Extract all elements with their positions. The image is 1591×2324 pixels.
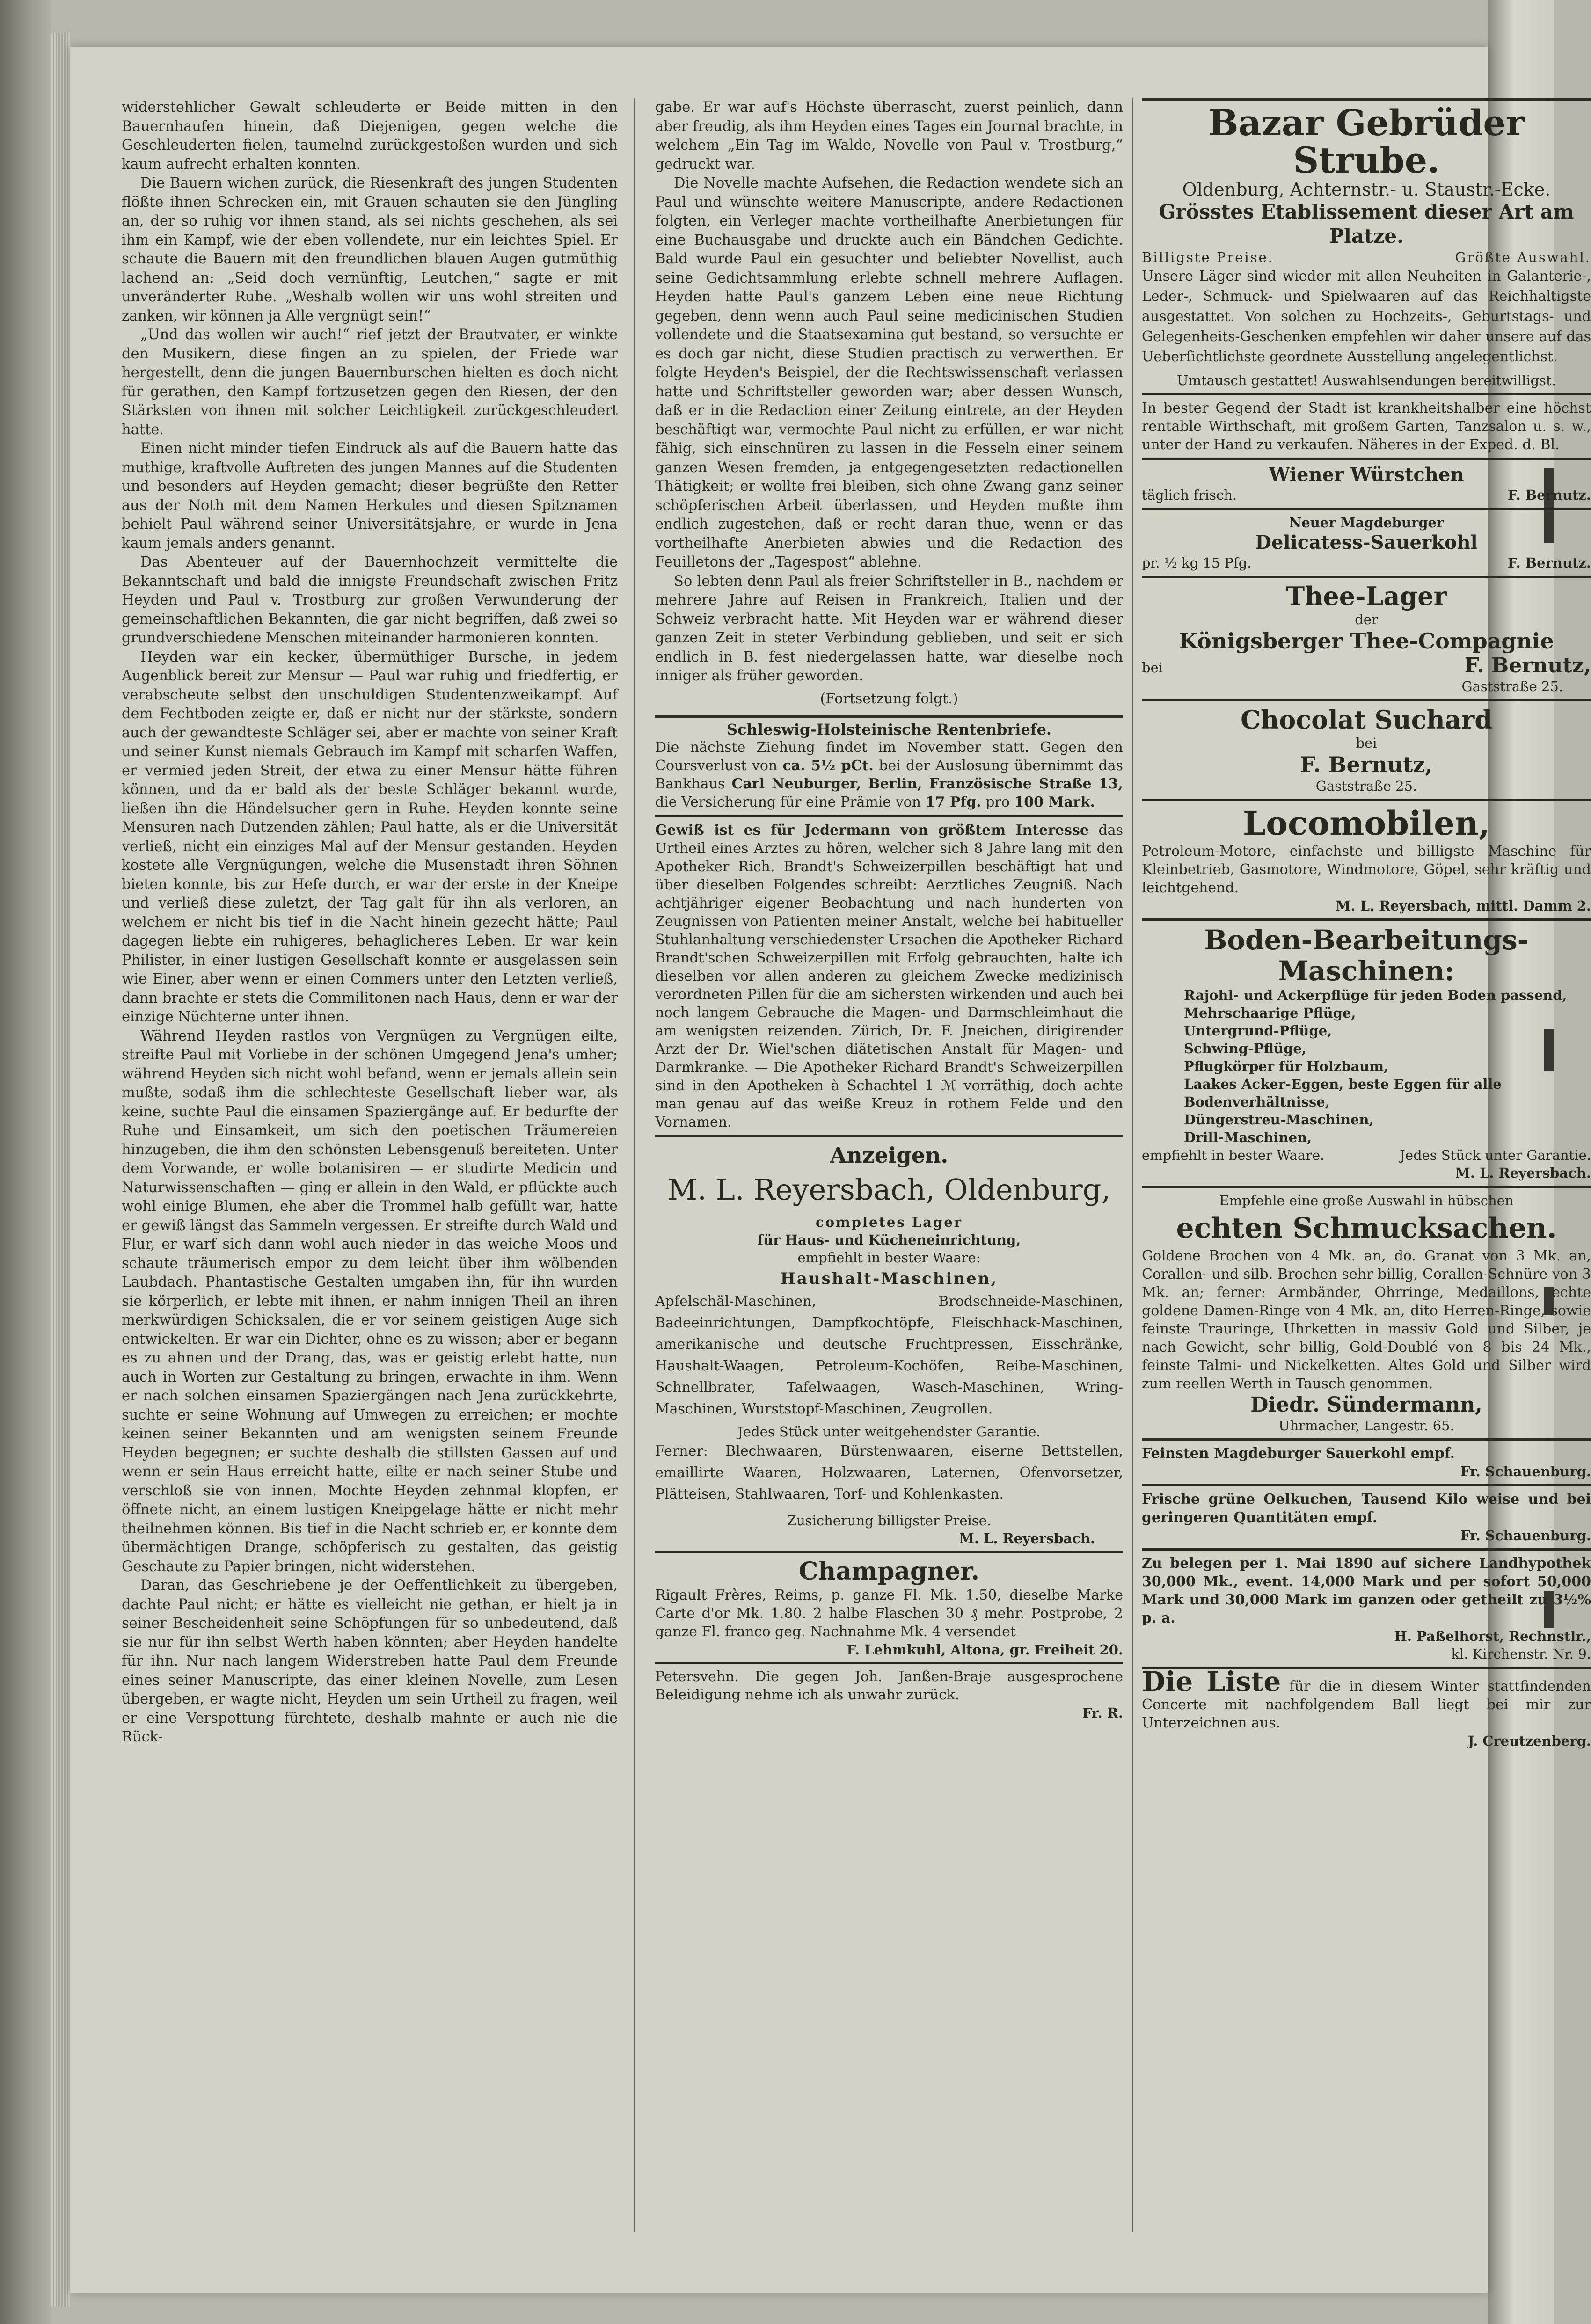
page-edges — [51, 33, 70, 2307]
ad-signature: Diedr. Sündermann, — [1250, 1393, 1482, 1417]
ad-title: Locomobilen, — [1243, 804, 1490, 843]
ad-text: täglich frisch. — [1142, 487, 1237, 503]
story-paragraph: Die Novelle machte Aufsehen, die Redaction wendete sich an Paul und wünschte weitere Manuscripte, andere Redactionen folgten, ein Verleger machte vortheilhafte Anerbietungen für eine Buchausgabe und druckte auch ein Bändchen Gedichte. Bald wurde Paul ein gesuchter und beliebter Novellist, auch seine Gedichtsammlung erlebte schnell mehrere Auflagen. Heyden hatte Paul's ganzem Leben eine neue Richtung gegeben, denn wenn auch Paul seine medicinischen Studien vollendete und die Staatsexamina gut bestand, so versuchte er es doch gar nicht, diese Studien practisch zu verwerthen. Er folgte Heyden's Beispiel, der die Rechtswissenschaft verlassen hatte und Schriftsteller geworden war; aber dessen Wunsch, daß er in die Redaction einer Zeitung eintrete, an der Heyden beschäftigt war, vermochte Paul nicht zu erfüllen, er war nicht fähig, sich einschnüren zu lassen in die Fesseln einer seinem ganzen Wesen fremden, ja entgegengesetzten redactionellen Thätigkeit; er wollte frei bleiben, sich ohne Zwang ganz seiner schöpferischen Arbeit überlassen, und Heyden mußte ihm endlich zugestehen, daß er recht daran thue, wenn er das vortheilhafte Anerbieten abwies und die Redaction des Feuilletons der „Tagespost“ ablehne. — [655, 175, 1123, 570]
ad-reyersbach — [655, 1135, 1123, 1551]
newspaper-page — [70, 47, 1591, 2293]
list-item: Mehrschaarige Pflüge, — [1184, 1005, 1356, 1021]
continuation-note: (Fortsetzung folgt.) — [820, 690, 958, 707]
ad-highlight: 17 Pfg. — [925, 794, 981, 810]
ad-body — [655, 738, 1123, 811]
ad-text: Apfelschäl-Maschinen, Brodschneide-Maschinen, Badeeinrichtungen, Dampfkochtöpfe, Fleischhack-Maschinen, amerikanische und deutsche Fruchtpressen, Eisschränke, Haushalt-Waagen, Petroleum-Kochöfen, Reibe-Maschinen, Schnellbrater, Tafelwaagen, Wasch-Maschinen, Wring-Maschinen, Wurststopf-Maschinen, Zeugrollen. — [655, 1293, 1123, 1417]
ad-champagner — [655, 1551, 1123, 1662]
ad-line: Empfehle eine große Auswahl in hübschen — [1219, 1193, 1514, 1209]
ad-signature: H. Paßelhorst, Rechnstlr., — [1394, 1628, 1591, 1644]
ad-highlight: ca. 5½ pCt. — [782, 757, 874, 774]
ad-schauenburg-oelkuchen — [1142, 1484, 1591, 1548]
ad-line: Oldenburg, Achternstr.- u. Staustr.-Ecke. — [1182, 179, 1551, 200]
ad-list — [1142, 986, 1591, 1146]
ad-schmucksachen — [1142, 1186, 1591, 1438]
ad-body — [1142, 1666, 1591, 1732]
ad-line: Umtausch gestattet! Auswahlsendungen bereitwilligst. — [1177, 372, 1556, 388]
column-1-story — [122, 98, 618, 1747]
ad-signature: M. L. Reyersbach. — [959, 1530, 1095, 1546]
story-paragraph: Einen nicht minder tiefen Eindruck als auf die Bauern hatte das muthige, kraftvolle Auftreten des jungen Mannes auf die Studenten und besonders auf Heyden gemacht; dieser begrüßte den Retter aus der Noth mit dem Namen Herkules und diesen Spitznamen behielt Paul während seiner Universitätsjahre, er wurde in Jena kaum jemals anders genannt. — [122, 440, 618, 552]
ad-text: empfiehlt in bester Waare. — [1142, 1147, 1325, 1163]
ad-line: Grösstes Etablissement dieser Art am Platze. — [1159, 200, 1574, 248]
ad-signature: J. Creutzenberg. — [1467, 1733, 1591, 1749]
ad-signature: F. Lehmkuhl, Altona, gr. Freiheit 20. — [847, 1641, 1123, 1658]
ad-bazar-strube — [1142, 98, 1591, 393]
ad-wiener-wuerstchen — [1142, 458, 1591, 508]
ad-line: Neuer Magdeburger — [1289, 515, 1444, 531]
ad-text: Petroleum-Motore, einfachste und billigste Maschine für Kleinbetrieb, Gasmotore, Windmotore, Göpel, sehr kräftig und leichtgehend. — [1142, 843, 1591, 896]
story-paragraph: Das Abenteuer auf der Bauernhochzeit vermittelte die Bekanntschaft und bald die innigste Freundschaft zwischen Fritz Heyden und Paul v. Trostburg zur großen Verwunderung der gemeinschaftlichen Bekannten, die gar nicht begriffen, daß zwei so grundverschiedene Menschen miteinander harmonieren konnten. — [122, 554, 618, 646]
ad-title: Wiener Würstchen — [1269, 464, 1464, 486]
list-item: Rajohl- und Ackerpflüge für jeden Boden passend, — [1184, 987, 1567, 1003]
ad-text: die Versicherung für eine Prämie von — [655, 794, 921, 810]
ad-signature: Fr. Schauenburg. — [1460, 1528, 1591, 1544]
list-item: Laakes Acker-Eggen, beste Eggen für alle Bodenverhältnisse, — [1184, 1076, 1502, 1110]
ad-signature: F. Bernutz. — [1507, 487, 1591, 503]
ad-text: In bester Gegend der Stadt ist krankheitshalber eine höchst rentable Wirthschaft, mit großem Garten, Tanzsalon u. s. w., unter der Hand zu verkaufen. Näheres in der Exped. d. Bl. — [1142, 400, 1591, 453]
ad-lead: Gewiß ist es für Jedermann von größtem Interesse — [655, 822, 1089, 838]
ad-thee-lager — [1142, 576, 1591, 699]
ad-text: pr. ½ kg 15 Pfg. — [1142, 555, 1252, 571]
ad-row — [1142, 486, 1591, 504]
ad-line: empfiehlt in bester Waare: — [797, 1249, 981, 1266]
ad-text: Die nächste Ziehung findet im November statt. Gegen den Coursverlust von — [655, 739, 1123, 774]
ad-signature: F. Bernutz, — [1464, 654, 1591, 678]
ad-row — [1142, 248, 1591, 266]
ad-rentenbriefe — [655, 715, 1123, 815]
ad-wirthschaft — [1142, 393, 1591, 458]
ad-text: Unsere Läger sind wieder mit allen Neuheiten in Galanterie-, Leder-, Schmuck- und Spielwaaren auf das Reichhaltigste ausgestattet. Von solchen zu Hochzeits-, Geburtstags- und Gelegenheits-Geschenken empfehlen wir daher unsere auf das Ueberſichtlichste geordnete Ausstellung angelegentlichst. — [1142, 268, 1591, 365]
book-spine — [0, 0, 51, 2324]
column-rule — [634, 98, 635, 2232]
ad-title: Chocolat Suchard — [1241, 705, 1492, 735]
ad-highlight: Carl Neuburger, Berlin, Französische Straße 13, — [731, 775, 1123, 792]
ad-text: bei der Auslosung übernimmt das Bankhaus — [655, 757, 1123, 792]
story-paragraph: Heyden war ein kecker, übermüthiger Bursche, in jedem Augenblick bereit zur Mensur — Paul war ruhig und friedfertig, er verabscheute selbst den unschuldigen Studentenzweikampf. Auf dem Fechtboden zeigte er, daß er nicht nur der stärkste, sondern auch der gewandteste Schläger sei, aber er machte von seiner Kraft und seiner Kunst niemals Gebrauch im Kampf mit scharfen Waffen, er vermied jeden Streit, der etwa zu einer Mensur hätte führen können, und da er bald als der beste Schläger bekannt wurde, ließen ihn die Händelsucher gern in Ruhe. Heyden konnte seine Mensuren nach Dutzenden zählen; Paul hatte, als er die Universität verließ, nicht ein einziges Mal auf der Mensur gestanden. Heyden kostete alle Vergnügungen, welche die Musenstadt ihren Söhnen bieten konnte, bis zur Hefe durch, er war der erste in der Kneipe und verließ diese zuletzt, der Tag galt für ihn als verloren, an welchem er nicht bis tief in die Nacht hinein gezecht hätte; Paul dagegen liebte ein ruhigeres, behaglicheres Leben. Er war kein Philister, in einer lustigen Gesellschaft konnte er ausgelassen sein wie Einer, aber wenn er einen Commers unter den Letzten verließ, dann brachte er stets die Commilitonen nach Haus, denn er war der einzige Nüchterne unter ihnen. — [122, 648, 618, 1025]
ad-title: M. L. Reyersbach, Oldenburg, — [667, 1172, 1111, 1207]
ad-title: Thee-Lager — [1285, 581, 1447, 611]
ad-text: das Urtheil eines Arztes zu hören, welcher sich 8 Jahre lang mit den Apotheker Rich. Brandt's Schweizerpillen beschäftigt hat und über dieselben Folgendes schreibt: Aerztliches Zeugniß. Nach achtjähriger eigener Beobachtung und nach hunderten von Zeugnissen von Patienten meiner Anstalt, welche bei habitueller Stuhlanhaltung verschiedenster Ursachen die Apotheker Richard Brandt'schen Schweizerpillen mit Erfolg gebrauchten, halte ich dieselben vor allen anderen zu gleichem Zwecke medizinisch verordneten Pillen für die am sichersten wirkenden und auch bei noch langem Gebrauche die Magen- und Darmschleimhaut die am wenigsten reizenden. Zürich, Dr. F. Jneichen, dirigirender Arzt der Dr. Wiel'schen diätetischen Anstalt für Magen- und Darmkranke. — Die Apotheker Richard Brandt's Schweizerpillen sind in den Apotheken à Schachtel 1 ℳ vorräthig, doch achte man genau auf das weiße Kreuz in rothem Felde und den Vornamen. — [655, 822, 1123, 1130]
ad-boden-maschinen — [1142, 918, 1591, 1186]
ad-line: completes Lager — [816, 1214, 963, 1230]
ad-text: Petersvehn. Die gegen Joh. Janßen-Braje ausgesprochene Beleidigung nehme ich als unwahr zurück. — [655, 1668, 1123, 1703]
list-item: Pflugkörper für Holzbaum, — [1184, 1058, 1389, 1074]
ad-signature: M. L. Reyersbach. — [1455, 1165, 1591, 1181]
story-paragraph: So lebten denn Paul als freier Schriftsteller in B., nachdem er mehrere Jahre auf Reisen in Frankreich, Italien und der Schweiz verbracht hatte. Mit Heyden war er während dieser ganzen Zeit in steter Verbindung geblieben, und seit er sich endlich in B. fest niedergelassen hatte, war dieselbe noch inniger als früher geworden. — [655, 573, 1123, 684]
ad-text: für die in diesem Winter stattfindenden Concerte mit nachfolgendem Ball liegt bei mir zur Unterzeichnen aus. — [1142, 1678, 1591, 1731]
ad-row — [1142, 554, 1591, 572]
ad-line: Haushalt-Maschinen, — [780, 1269, 998, 1288]
ad-petersvehn — [655, 1662, 1123, 1726]
ad-line: Königsberger Thee-Compagnie — [1179, 628, 1554, 654]
story-paragraph: gabe. Er war auf's Höchste überrascht, zuerst peinlich, dann aber freudig, als ihm Heyden eines Tages ein Journal brachte, in welchem „Ein Tag im Walde, Novelle von Paul v. Trostburg,“ gedruckt war. — [655, 99, 1123, 173]
ad-text: bei — [1142, 660, 1163, 676]
ad-brandt-pills — [655, 815, 1123, 1135]
ad-hypothek — [1142, 1548, 1591, 1667]
ad-line: für Haus- und Kücheneinrichtung, — [757, 1231, 1021, 1248]
story-paragraph: „Und das wollen wir auch!“ rief jetzt der Brautvater, er winkte den Musikern, diese fingen an zu spielen, der Friede war hergestellt, denn die jungen Bauernburschen hielten es doch nicht für gerathen, den Kampf fortzusetzen gegen den Riesen, der den Stärksten von ihnen mit solcher Leichtigkeit zurückgeschleudert hatte. — [122, 327, 618, 438]
ad-text: Jedes Stück unter Garantie. — [1400, 1147, 1591, 1163]
ad-text: Zu belegen per 1. Mai 1890 auf sichere Landhypothek 30,000 Mk., event. 14,000 Mark und per sofort 50,000 Mark und 30,000 Mark im ganzen oder getheilt zu 3½% p. a. — [1142, 1555, 1591, 1626]
story-paragraph: Die Bauern wichen zurück, die Riesenkraft des jungen Studenten flößte ihnen Schrecken ein, mit Grauen schauten sie den Jüngling an, der so ruhig vor ihnen stand, als sei nichts geschehen, als sei ihm ein Kampf, wie der eben vollendete, nur ein leichtes Spiel. Er schaute die Bauern mit den freundlichen blauen Augen gutmüthig lachend an: „Seid doch vernünftig, Leutchen,“ sagte er mit unveränderter Ruhe. „Weshalb wollen wir uns wohl streiten und zanken, wir können ja Alle vergnügt sein!“ — [122, 175, 618, 324]
ad-line: Uhrmacher, Langestr. 65. — [1278, 1418, 1454, 1434]
ad-line: der — [1355, 612, 1378, 627]
list-item: Untergrund-Pflüge, — [1184, 1023, 1332, 1039]
ad-title: Boden-Bearbeitungs-Maschinen: — [1204, 924, 1529, 987]
column-rule — [1132, 98, 1133, 2232]
ads-heading: Anzeigen. — [830, 1142, 949, 1168]
ad-line: Gaststraße 25. — [1315, 778, 1417, 794]
ad-text: Größte Auswahl. — [1455, 249, 1591, 265]
list-item: Düngerstreu-Maschinen, — [1184, 1112, 1374, 1128]
ad-signature: F. Bernutz, — [1300, 752, 1433, 777]
ad-locomobilen — [1142, 799, 1591, 918]
ad-suchard — [1142, 699, 1591, 799]
ad-liste — [1142, 1667, 1591, 1754]
ad-highlight: 100 Mark. — [1014, 794, 1095, 810]
ad-sauerkohl — [1142, 508, 1591, 576]
list-item: Schwing-Pflüge, — [1184, 1041, 1306, 1056]
ad-line: bei — [1356, 735, 1377, 751]
ad-signature: Fr. R. — [1082, 1705, 1123, 1721]
story-paragraph: Während Heyden rastlos von Vergnügen zu Vergnügen eilte, streifte Paul mit Vorliebe in der schönen Umgegend Jena's umher; während Heyden sich nicht wohl befand, wenn er jemals allein sein mußte, sodaß ihm die schlechteste Gesellschaft lieber war, als keine, suchte Paul die einsamen Spaziergänge auf. Er bedurfte der Ruhe und Einsamkeit, um sich den poetischen Träumereien hinzugeben, die ihm den schönsten Lebensgenuß bereiteten. Unter dem Vorwande, er wolle botanisiren — er studirte Medicin und Naturwissenschaften — ging er allein in den Wald, er pflückte auch wohl einige Blumen, ehe aber die Trommel halb gefüllt war, hatte er gewiß längst das Sammeln vergessen. Er streifte durch Wald und Flur, er warf sich dann wohl auch nieder in das weiche Moos und schaute träumerisch empor zu dem leicht über ihm wölbenden Laubdach. Phantastische Gestalten umgaben ihn, für ihn wurden sie körperlich, er lebte mit ihnen, er nahm innigen Theil an ihren merkwürdigen Schicksalen, die er vor seinem geistigen Auge sich entwickelten. Er war ein Dichter, ohne es zu wissen; aber er begann es zu ahnen und der Drang, das, was er geistig erlebt hatte, nun auch in Worten zur Gestaltung zu bringen, erwachte in ihm. Wenn er nach solchen einsamen Spaziergängen nach Jena zurückkehrte, suchte er seine Wohnung auf Umwegen zu erreichen; er mochte keinen seiner Bekannten und am wenigsten seinem Freunde Heyden begegnen; er suchte deshalb die stillsten Gassen auf und wenn er sein Haus erreicht hatte, eilte er nach seiner Stube und verschloß sie von innen. Mochte Heyden zehnmal klopfen, er öffnete nicht, an einem lustigen Kneipgelage hätte er nicht mehr theilnehmen können. Bis tief in die Nacht schrieb er, er konnte dem übermächtigen Drange, schöpferisch zu gestalten, das geistig Geschaute zu Papier bringen, nicht widerstehen. — [122, 1027, 618, 1575]
ad-text: pro — [985, 794, 1010, 810]
ad-title: Schleswig-Holsteinische Rentenbriefe. — [726, 720, 1052, 738]
list-item: Drill-Maschinen, — [1184, 1129, 1312, 1145]
ad-text: Ferner: Blechwaaren, Bürstenwaaren, eiserne Bettstellen, emaillirte Waaren, Holzwaaren, Laternen, Ofenvorsetzer, Plätteisen, Stahlwaaren, Torf- und Kohlenkasten. — [655, 1442, 1123, 1502]
story-paragraph: widerstehlicher Gewalt schleuderte er Beide mitten in den Bauernhaufen hinein, daß Diejenigen, gegen welche die Geschleuderten fielen, taumelnd zurückgestoßen wurden und sich kaum aufrecht erhalten konnten. — [122, 99, 618, 173]
ad-title: Champagner. — [799, 1557, 979, 1586]
ad-line: kl. Kirchenstr. Nr. 9. — [1451, 1646, 1591, 1662]
ad-text: Goldene Brochen von 4 Mk. an, do. Granat von 3 Mk. an, Corallen- und silb. Brochen sehr billig, Corallen-Schnüre von 3 Mk. an; ferner: Armbänder, Ohrringe, Medaillons, echte goldene Damen-Ringe von 4 Mk. an, dito Herren-Ringe, sowie feinste Trauringe, Uhrketten in massiv Gold und Silber, je nach Gewicht, sehr billig, Gold-Doublé von 8 bis 24 Mk., feinste Talmi- und Nickelketten. Altes Gold und Silber wird zum reellen Werth in Tausch genommen. — [1142, 1248, 1591, 1392]
column-2 — [655, 98, 1123, 1726]
ad-text: Billigste Preise. — [1142, 249, 1274, 265]
ad-title: Delicatess-Sauerkohl — [1255, 532, 1478, 554]
ad-title: echten Schmucksachen. — [1176, 1212, 1557, 1245]
ad-title: Die Liste — [1142, 1666, 1281, 1697]
ad-line: Jedes Stück unter weitgehendster Garantie. — [737, 1423, 1041, 1440]
ad-text: Frische grüne Oelkuchen, Tausend Kilo weise und bei geringeren Quantitäten empf. — [1142, 1491, 1591, 1526]
ad-text: Feinsten Magdeburger Sauerkohl empf. — [1142, 1445, 1455, 1462]
ad-signature: F. Bernutz. — [1507, 555, 1591, 571]
story-paragraph: Daran, das Geschriebene je der Oeffentlichkeit zu übergeben, dachte Paul nicht; er hätte es vielleicht nie gethan, er hielt ja in seiner Bescheidenheit seine Schöpfungen für so unbedeutend, daß sie nur für ihn selbst Werth haben könnten; aber Heyden handelte für ihn. Nur nach langem Widerstreben hatte Paul dem Freunde eines seiner Manuscripte, das einer kleinen Novelle, zum Lesen übergeben, er wagte nicht, Heyden um sein Urtheil zu fragen, weil er eine Verspottung fürchtete, deshalb mahnte er auch nie die Rück- — [122, 1577, 618, 1745]
ad-schauenburg-sauerkohl — [1142, 1438, 1591, 1484]
ad-text: Rigault Frères, Reims, p. ganze Fl. Mk. 1.50, dieselbe Marke Carte d'or Mk. 1.80. 2 halbe Flaschen 30 ₰ mehr. Postprobe, 2 ganze Fl. franco geg. Nachnahme Mk. 4 versendet — [655, 1587, 1123, 1640]
ad-signature: Fr. Schauenburg. — [1460, 1464, 1591, 1479]
ad-title: Bazar Gebrüder Strube. — [1208, 102, 1525, 181]
column-3-ads — [1142, 98, 1591, 1754]
ad-body — [655, 821, 1123, 1131]
ad-signature: M. L. Reyersbach, mittl. Damm 2. — [1336, 898, 1591, 914]
ad-row — [1142, 654, 1591, 678]
ad-row — [1142, 1146, 1591, 1164]
ad-line: Gaststraße 25. — [1461, 678, 1563, 694]
ad-line: Zusicherung billigster Preise. — [787, 1512, 992, 1529]
